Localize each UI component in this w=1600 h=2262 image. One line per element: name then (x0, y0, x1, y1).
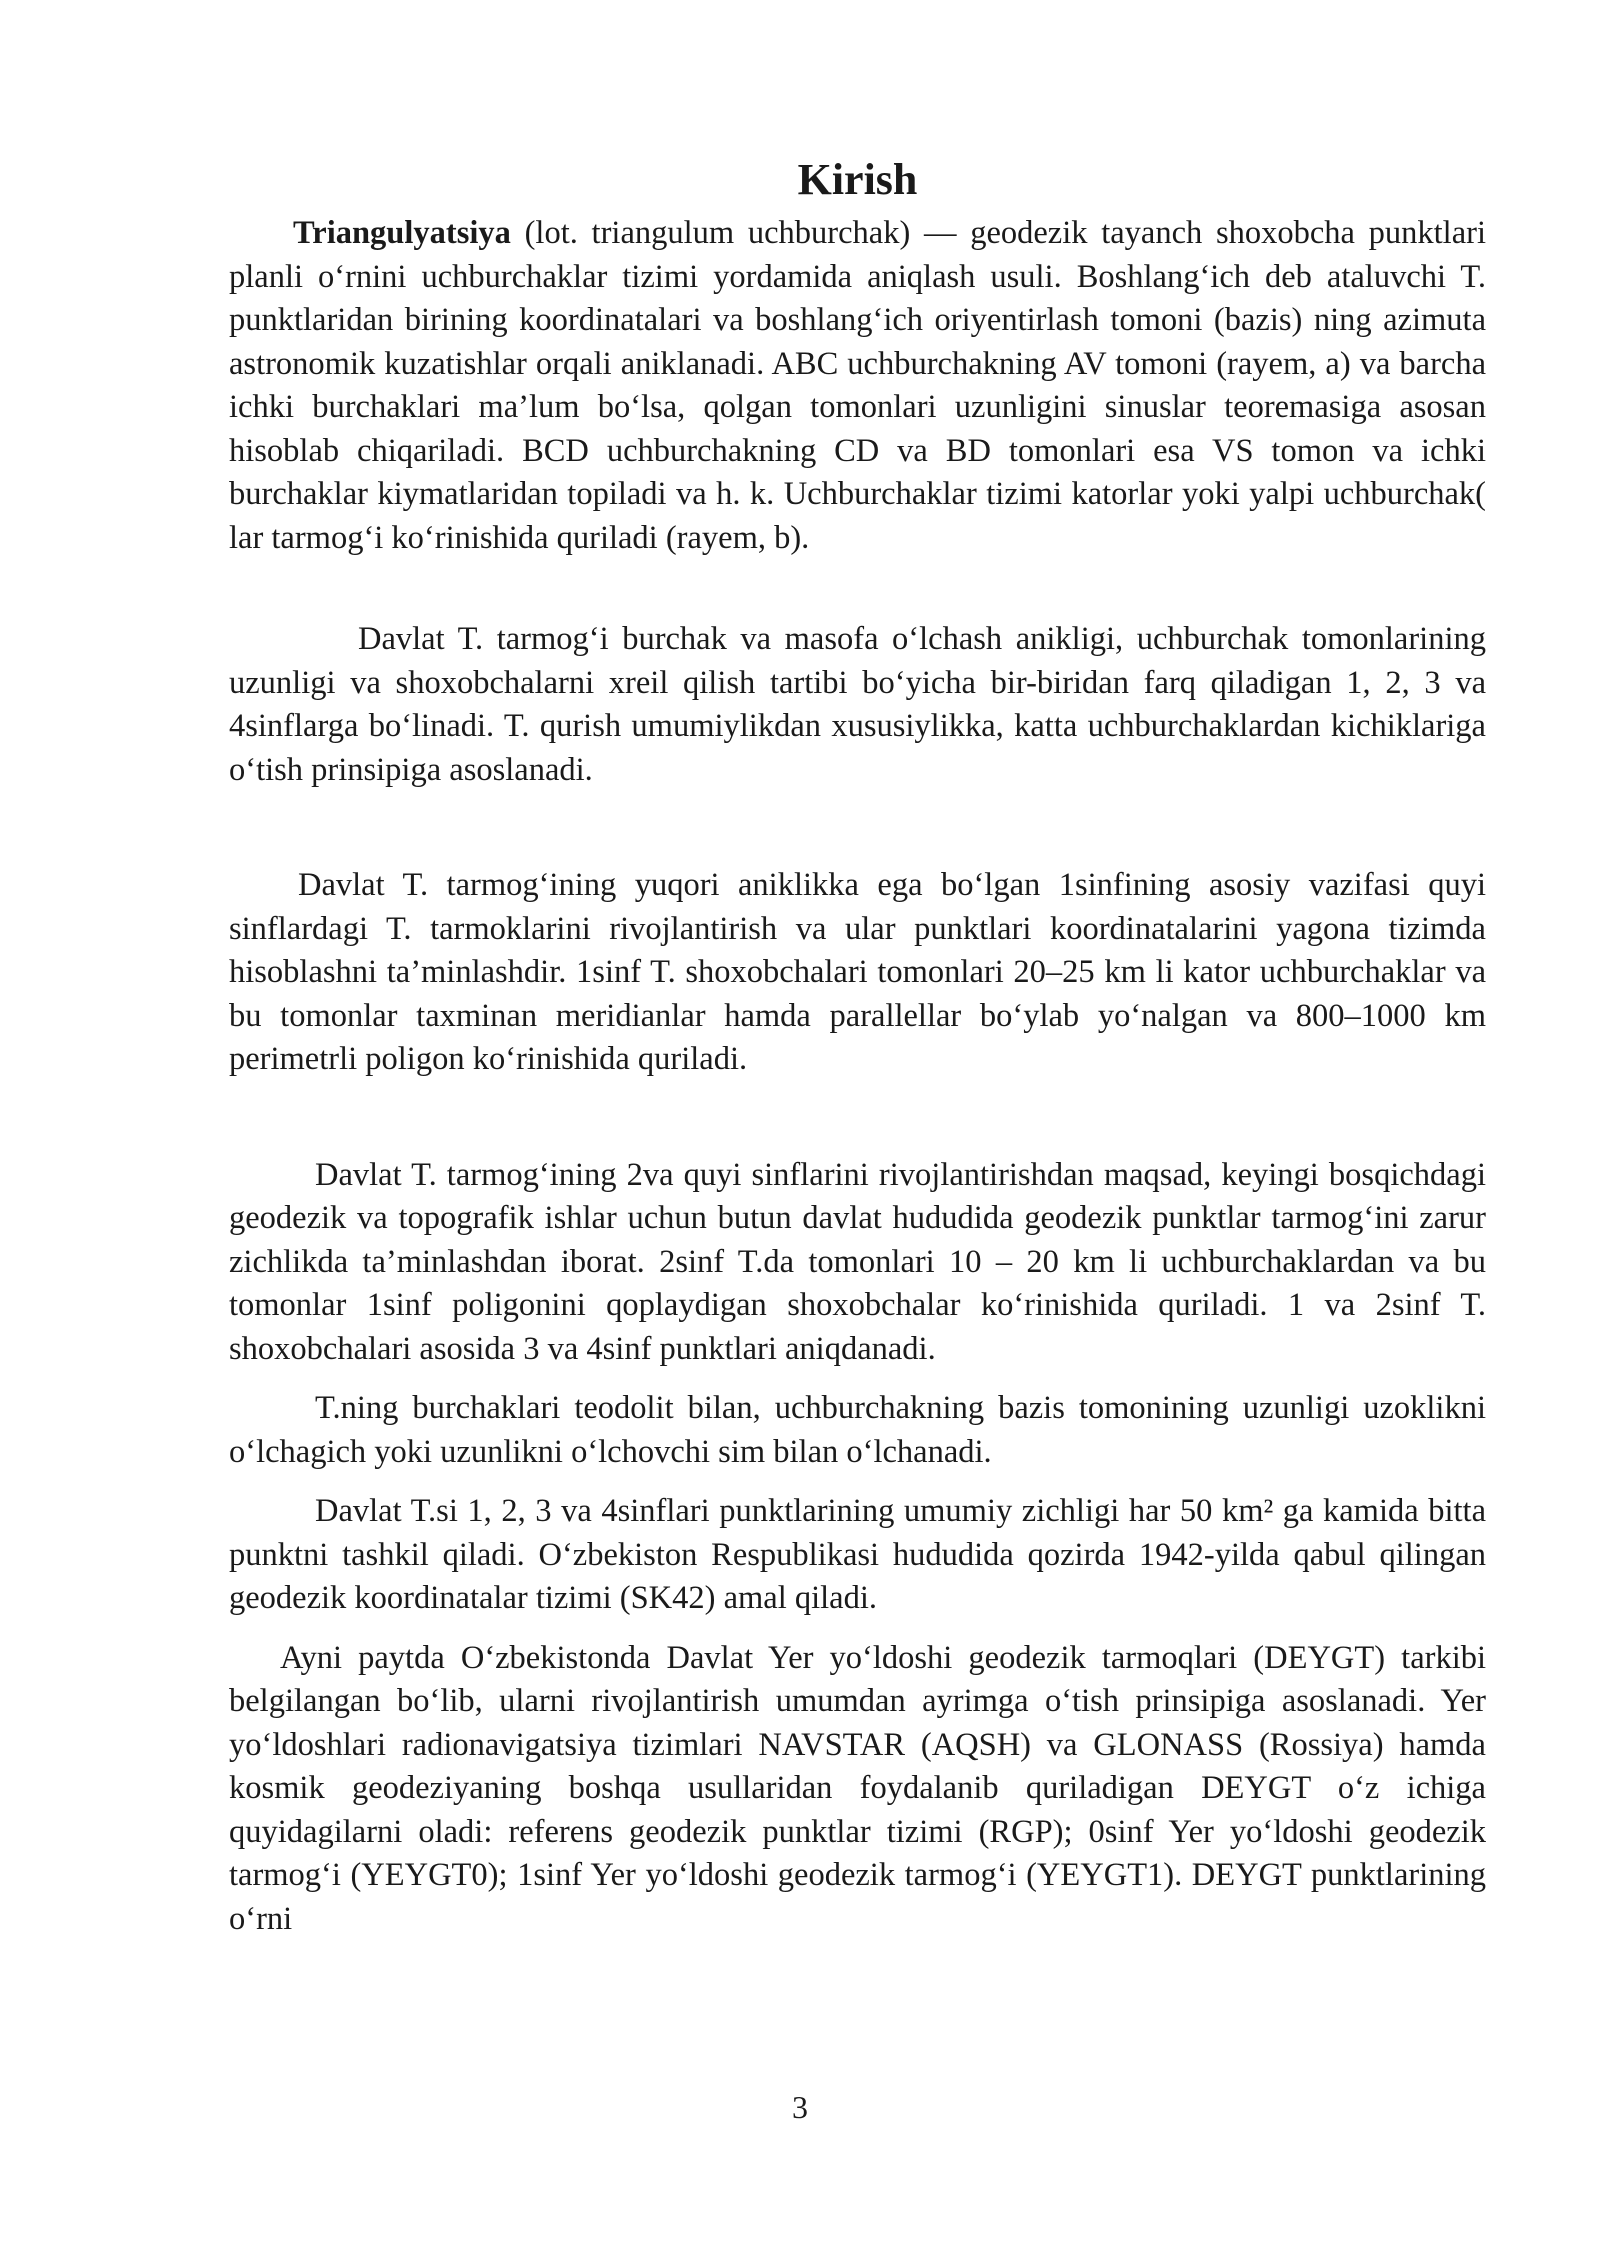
paragraph-1-text: (lot. triangulum uchburchak) — geodezik tayanch shoxobcha punktlari planli o‘rnini uchburchaklar tizimi yordamida aniqlash usuli. Boshlang‘ich deb ataluvchi T. punktlaridan birining koordinatalari va boshlang‘ich oriyentirlash tomoni (bazis) ning azimuta astronomik kuzatishlar orqali aniklanadi. ABC uchburchakning AV tomoni (rayem, a) va barcha ichki burchaklari ma’lum bo‘lsa, qolgan tomonlari uzunligini sinuslar teoremasiga asosan hisoblab chiqariladi. BCD uchburchakning CD va BD tomonlari esa VS tomon va ichki burchaklar kiymatlaridan topiladi va h. k. Uchburchaklar tizimi katorlar yoki yalpi uchburchak( lar tarmog‘i ko‘rinishida quriladi (rayem, b). (229, 215, 1486, 556)
page-title: Kirish (797, 155, 918, 204)
paragraph-3: Davlat T. tarmog‘ining yuqori aniklikka ega bo‘lgan 1sinfining asosiy vazifasi quyi sinflardagi T. tarmoklarini rivojlantirish va ular punktlari koordinatalarini yagona tizimda hisoblashni ta’minlashdir. 1sinf T. shoxobchalari tomonlari 20–25 km li kator uchburchaklar va bu tomonlar taxminan meridianlar hamda parallellar bo‘ylab yo‘nalgan va 800–1000 km perimetrli poligon ko‘rinishida quriladi. (229, 867, 1486, 1077)
paragraph-6: Davlat T.si 1, 2, 3 va 4sinflari punktlarining umumiy zichligi har 50 km² ga kamida bitta punktni tashkil qiladi. O‘zbekiston Respublikasi hududida qozirda 1942-yilda qabul qilingan geodezik koordinatalar tizimi (SK42) amal qiladi. (229, 1493, 1486, 1616)
paragraph-4: Davlat T. tarmog‘ining 2va quyi sinflarini rivojlantirishdan maqsad, keyingi bosqichdagi geodezik va topografik ishlar uchun butun davlat hududida geodezik punktlar tarmog‘ini zarur zichlikda ta’minlashdan iborat. 2sinf T.da tomonlari 10 – 20 km li uchburchaklardan va bu tomonlar 1sinf poligonini qoplaydigan shoxobchalar ko‘rinishida quriladi. 1 va 2sinf T. shoxobchalari asosida 3 va 4sinf punktlari aniqdanadi. (229, 1156, 1486, 1367)
paragraph-1-lead-term: Triangulyatsiya (293, 215, 511, 251)
paragraph-1 (229, 212, 1486, 560)
paragraph-5: T.ning burchaklari teodolit bilan, uchburchakning bazis tomonining uzunligi uzoklikni o‘lchagich yoki uzunlikni o‘lchovchi sim bilan o‘lchanadi. (229, 1390, 1486, 1470)
document-page (229, 150, 1486, 1941)
paragraph-2: Davlat T. tarmog‘i burchak va masofa o‘lchash anikligi, uchburchak tomonlarining uzunligi va shoxobchalarni xreil qilish tartibi bo‘yicha bir-biridan farq qiladigan 1, 2, 3 va 4sinflarga bo‘linadi. T. qurish umumiylikdan xususiylikka, katta uchburchaklardan kichiklariga o‘tish prinsipiga asoslanadi. (229, 621, 1486, 788)
paragraph-7: Ayni paytda O‘zbekistonda Davlat Yer yo‘ldoshi geodezik tarmoqlari (DEYGT) tarkibi belgilangan bo‘lib, ularni rivojlantirish umumdan ayrimga o‘tish prinsipiga asoslanadi. Yer yo‘ldoshlari radionavigatsiya tizimlari NAVSTAR (AQSH) va GLONASS (Rossiya) hamda kosmik geodeziyaning boshqa usullaridan foydalanib quriladigan DEYGT o‘z ichiga quyidagilarni oladi: referens geodezik punktlar tizimi (RGP); 0sinf Yer yo‘ldoshi geodezik tarmog‘i (YEYGT0); 1sinf Yer yo‘ldoshi geodezik tarmog‘i (YEYGT1). DEYGT punktlarining o‘rni (229, 1639, 1486, 1937)
page-number: 3 (792, 2089, 808, 2125)
